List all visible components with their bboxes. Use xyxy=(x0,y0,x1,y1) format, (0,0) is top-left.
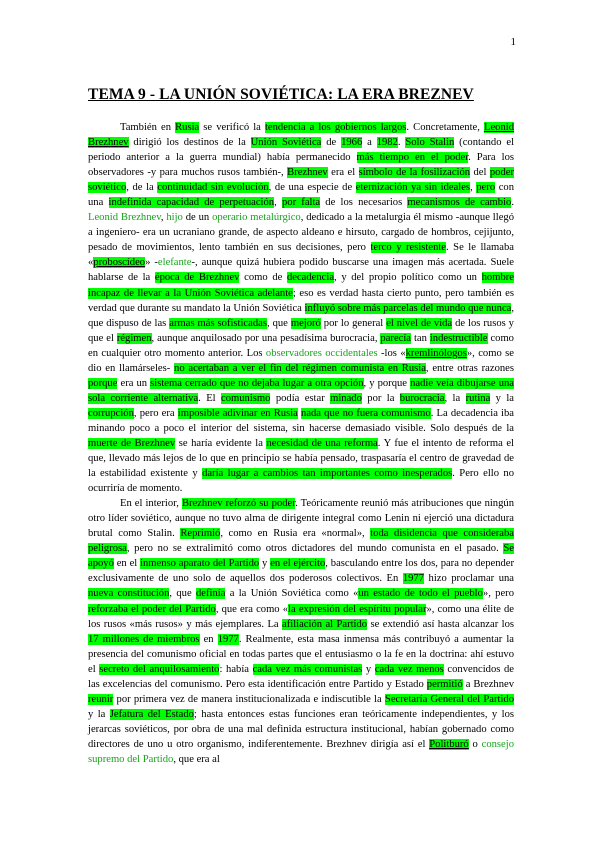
text-run: , como en Rusia era «normal», xyxy=(220,528,371,540)
text-run: , que era como « xyxy=(215,603,289,615)
paragraph-2 xyxy=(88,496,514,767)
page-number: 1 xyxy=(510,36,516,48)
text-run: », pero xyxy=(482,588,515,600)
text-run: y xyxy=(362,663,375,675)
green-text: operario metalúrgico xyxy=(212,212,301,224)
green-text: hijo xyxy=(166,212,183,224)
text-run: ; hasta entonces estas funciones eran teóricamente independientes, y los jerarcas soviéticos, por obra de una mal definida estructura institucional, habían gobernado como directores de uno u otro organismo, indiferentemente. Brezhnev dirigía así el xyxy=(88,708,514,750)
highlighted-text: minado xyxy=(330,392,362,404)
highlighted-text: Solo Stalin xyxy=(405,137,455,149)
highlighted-text: muerte de Brezhnev xyxy=(88,437,176,449)
highlighted-text: Rusia xyxy=(175,122,200,133)
text-run: se verificó la xyxy=(199,122,265,133)
text-run: -, aunque quizá hubiera podido buscarse una imagen más acertada. Suele hablarse de la xyxy=(88,257,514,284)
green-text: observadores occidentales xyxy=(265,347,378,359)
highlighted-text: necesidad de una reforma xyxy=(266,437,378,449)
green-text: consejo supremo del Partido xyxy=(88,738,515,765)
text-run: . Concretamente, xyxy=(406,122,484,133)
highlighted-text: símbolo de la fosilización xyxy=(358,167,471,179)
text-run: : había xyxy=(219,663,253,675)
highlighted-text: mejoró xyxy=(290,317,321,329)
text-run: , basculando entre los dos, para no depender exclusivamente de uno solo de aquellos dos poderosos colectivos. En xyxy=(88,558,515,585)
text-run: , de una especie de xyxy=(268,182,356,194)
text-run: ; eso es verdad hasta cierto punto, pero también es verdad que durante su mandato la Unión Soviética xyxy=(88,287,514,314)
highlighted-text: influyó sobre más parcelas del mundo que nunca xyxy=(304,302,512,314)
text-run: , la xyxy=(444,392,466,404)
text-run: tan xyxy=(411,332,430,344)
text-run: , aunque anquilosado por una pesadísima burocracia, xyxy=(151,332,381,344)
text-run: », como una élite de los rusos «más rusos» y más ejemplares. La xyxy=(88,603,514,630)
highlighted-text: nada que no fuera comunismo xyxy=(301,407,431,419)
highlighted-text: imposible adivinar en Rusia xyxy=(177,407,298,419)
text-run: por primera vez de manera institucionalizada e indiscutible la xyxy=(113,693,385,705)
text-run: En el interior, xyxy=(120,498,182,510)
underlined-highlighted-text: proboscídeo xyxy=(93,257,146,269)
text-run: , que xyxy=(266,317,291,329)
highlighted-text: época de Brezhnev xyxy=(154,272,240,284)
highlighted-text: Brezhnev xyxy=(287,167,328,179)
text-run: », como se dio en llamárseles- xyxy=(88,347,514,374)
highlighted-text: comunismo xyxy=(221,392,271,404)
text-run: como en cualquier otro momento anterior. Los xyxy=(88,332,514,359)
highlighted-text: 1977 xyxy=(217,633,239,645)
text-run: , de la xyxy=(126,182,158,194)
highlighted-text: cada vez más comunistas xyxy=(252,663,363,675)
text-run: en el xyxy=(113,558,141,570)
highlighted-text: nueva constitución xyxy=(88,588,170,600)
highlighted-text: en el ejército xyxy=(270,558,326,570)
highlighted-text: porque xyxy=(88,377,118,389)
text-run: , xyxy=(160,212,167,224)
highlighted-text: reunir xyxy=(88,693,114,705)
text-run: a xyxy=(362,137,377,149)
text-run: de los rusos y que el xyxy=(88,317,514,344)
highlighted-text: cada vez menos xyxy=(374,663,444,675)
highlighted-text: continuidad sin evolución xyxy=(157,182,269,194)
highlighted-text: hombre incapaz de llevar a la Unión Soviética adelante xyxy=(88,272,514,299)
text-run: , entre otras razones xyxy=(425,362,515,374)
highlighted-text: por falta xyxy=(281,197,321,209)
text-run: -los « xyxy=(377,347,406,359)
highlighted-text: poder soviético xyxy=(88,167,514,194)
text-run: era el xyxy=(327,167,359,179)
highlighted-text: parecía xyxy=(380,332,411,344)
text-run: . xyxy=(397,137,406,149)
highlighted-text: burocracia xyxy=(399,392,445,404)
text-run: y la xyxy=(88,708,110,720)
underlined-highlighted-text: kremlinólogos xyxy=(405,347,467,359)
text-run: . La decadencia iba minando poco a poco el interior del sistema, sin hacerse demasiado visible. Solo después de la xyxy=(88,407,514,434)
text-run: a la Unión Soviética como « xyxy=(225,588,359,600)
underlined-highlighted-text: Leonid Brezhnev xyxy=(88,122,514,149)
highlighted-text: Reprimió xyxy=(180,528,221,540)
green-text: Leonid Brezhnev xyxy=(88,212,161,224)
text-run: , y porque xyxy=(363,377,411,389)
text-run: de xyxy=(321,137,342,149)
highlighted-text: tendencia a los gobiernos largos xyxy=(264,122,407,133)
highlighted-text: sistema cerrado que no dejaba lugar a otra opción xyxy=(150,377,364,389)
text-run: con una xyxy=(88,182,515,209)
text-run: a Brezhnev xyxy=(462,678,515,690)
highlighted-text: 1977 xyxy=(402,573,425,585)
text-run: y la xyxy=(490,392,514,404)
highlighted-text: el nivel de vida xyxy=(386,317,453,329)
text-run: hizo proclamar una xyxy=(424,573,514,585)
text-run: , xyxy=(274,197,282,209)
text-run: . Pero ello no ocurriría de momento. xyxy=(88,468,514,495)
text-run: , pero no se extralimitó como otros dictadores del mundo comunista en el pasado. xyxy=(126,543,504,555)
text-run: , xyxy=(470,182,477,194)
text-run: . Para los observadores -y para muchos rusos también-, xyxy=(88,152,514,179)
highlighted-text: pero xyxy=(476,182,496,194)
text-run: o xyxy=(468,738,482,750)
text-run: . xyxy=(511,197,514,209)
highlighted-text: indestructible xyxy=(429,332,488,344)
document-body xyxy=(88,120,514,767)
highlighted-text: Se apoyó xyxy=(88,543,514,570)
text-run: de un xyxy=(182,212,213,224)
text-run: en xyxy=(199,633,218,645)
text-run: , y del propio político como un xyxy=(334,272,482,284)
text-run: . Y fue el intento de reforma el que, llevado más lejos de lo que en principio se había pensado, traspasaría el centro de gravedad de la estabilidad existente y xyxy=(88,437,514,480)
highlighted-text: armas más sofisticadas xyxy=(169,317,267,329)
highlighted-text: régimen xyxy=(116,332,152,344)
text-run: » - xyxy=(145,257,158,269)
highlighted-text: toda disidencia que consideraba peligrosa xyxy=(88,528,514,555)
highlighted-text: eternización ya sin ideales xyxy=(355,182,471,194)
text-run: También en xyxy=(120,122,176,133)
highlighted-text: Unión Soviética xyxy=(250,137,322,149)
highlighted-text: Jefatura del Estado xyxy=(109,708,194,720)
highlighted-text: 1982 xyxy=(376,137,398,149)
text-run: (contando el periodo anterior a la guerra mundial) había permanecido xyxy=(88,137,515,164)
text-run: y xyxy=(259,558,271,570)
text-run: por la xyxy=(361,392,400,404)
text-run: por lo general xyxy=(320,317,387,329)
text-run: , que era al xyxy=(173,753,220,765)
highlighted-text: Secretaría General del Partido xyxy=(384,693,514,705)
highlighted-text: corrupción xyxy=(88,407,134,419)
text-run: , que dispuso de las xyxy=(88,302,514,329)
text-run: . Se le llamaba « xyxy=(88,242,514,269)
highlighted-text: terco y resistente xyxy=(370,242,447,254)
text-run: . El xyxy=(198,392,221,404)
highlighted-text: más tiempo en el poder xyxy=(356,152,469,164)
highlighted-text: la expresión del espíritu popular xyxy=(288,603,427,615)
highlighted-text: permitió xyxy=(426,678,463,690)
text-run: , dedicado a la metalurgia él mismo -aunque llegó a ingeniero- era un ucraniano grande, de aspecto aldeano e hirsuto, cargado de hombros, cejijunto, pesado de movimientos, lento también en sus decisiones, pero xyxy=(88,212,514,254)
highlighted-text: un estado de todo el pueblo xyxy=(358,588,483,600)
highlighted-text: definía xyxy=(195,588,226,600)
text-run: , pero era xyxy=(133,407,178,419)
highlighted-text: 17 millones de miembros xyxy=(88,633,200,645)
highlighted-text: indefinida capacidad de perpetuación xyxy=(108,197,275,209)
highlighted-text: decadencia xyxy=(286,272,335,284)
text-run: . Teóricamente reunió más atribuciones que ningún otro líder soviético, aunque no tuvo alma de dirigente integral como Lenin ni ejerció una dictadura brutal como Stalin. xyxy=(88,498,514,540)
text-run: dirigió los destinos de la xyxy=(128,137,251,149)
highlighted-text: daría lugar a cambios tan importantes como inesperados xyxy=(202,468,453,480)
highlighted-text: inmenso aparato del Partido xyxy=(140,558,260,570)
highlighted-text: no acertaban a ver el fin del régimen comunista en Rusia xyxy=(174,362,426,374)
highlighted-text: afiliación al Partido xyxy=(282,618,368,630)
highlighted-text: nadie veía dibujarse una sola corriente alternativa xyxy=(88,377,514,404)
highlighted-text: reforzaba el poder del Partido xyxy=(88,603,216,615)
highlighted-text: mecanismos de cambio xyxy=(407,197,512,209)
text-run: . Realmente, esta masa inmensa más contribuyó a aumentar la presencia del comunismo oficial en todas partes que el entusiasmo o la fe en la doctrina: ahí estuvo el xyxy=(88,633,514,675)
text-run: de los necesarios xyxy=(320,197,408,209)
green-text: elefante xyxy=(157,257,192,269)
highlighted-text: secreto del anquilosamiento xyxy=(99,663,220,675)
text-run: convencidos de las excelencias del comunismo. Pero esta identificación entre Partido y Estado xyxy=(88,663,514,690)
text-run: podía estar xyxy=(270,392,331,404)
highlighted-text: Brezhnev reforzó su poder xyxy=(181,498,296,510)
text-run: , que xyxy=(169,588,196,600)
highlighted-text: rutina xyxy=(465,392,491,404)
text-run: se extendió así hasta alcanzar los xyxy=(367,618,515,630)
document-title: TEMA 9 - LA UNIÓN SOVIÉTICA: LA ERA BREZNEV xyxy=(88,86,474,103)
text-run: del xyxy=(470,167,490,179)
text-run: era un xyxy=(117,377,151,389)
paragraph-1 xyxy=(88,120,514,496)
text-run: como de xyxy=(239,272,287,284)
highlighted-text: 1966 xyxy=(341,137,363,149)
text-run: se haría evidente la xyxy=(175,437,267,449)
underlined-highlighted-text: Politburó xyxy=(429,738,469,750)
